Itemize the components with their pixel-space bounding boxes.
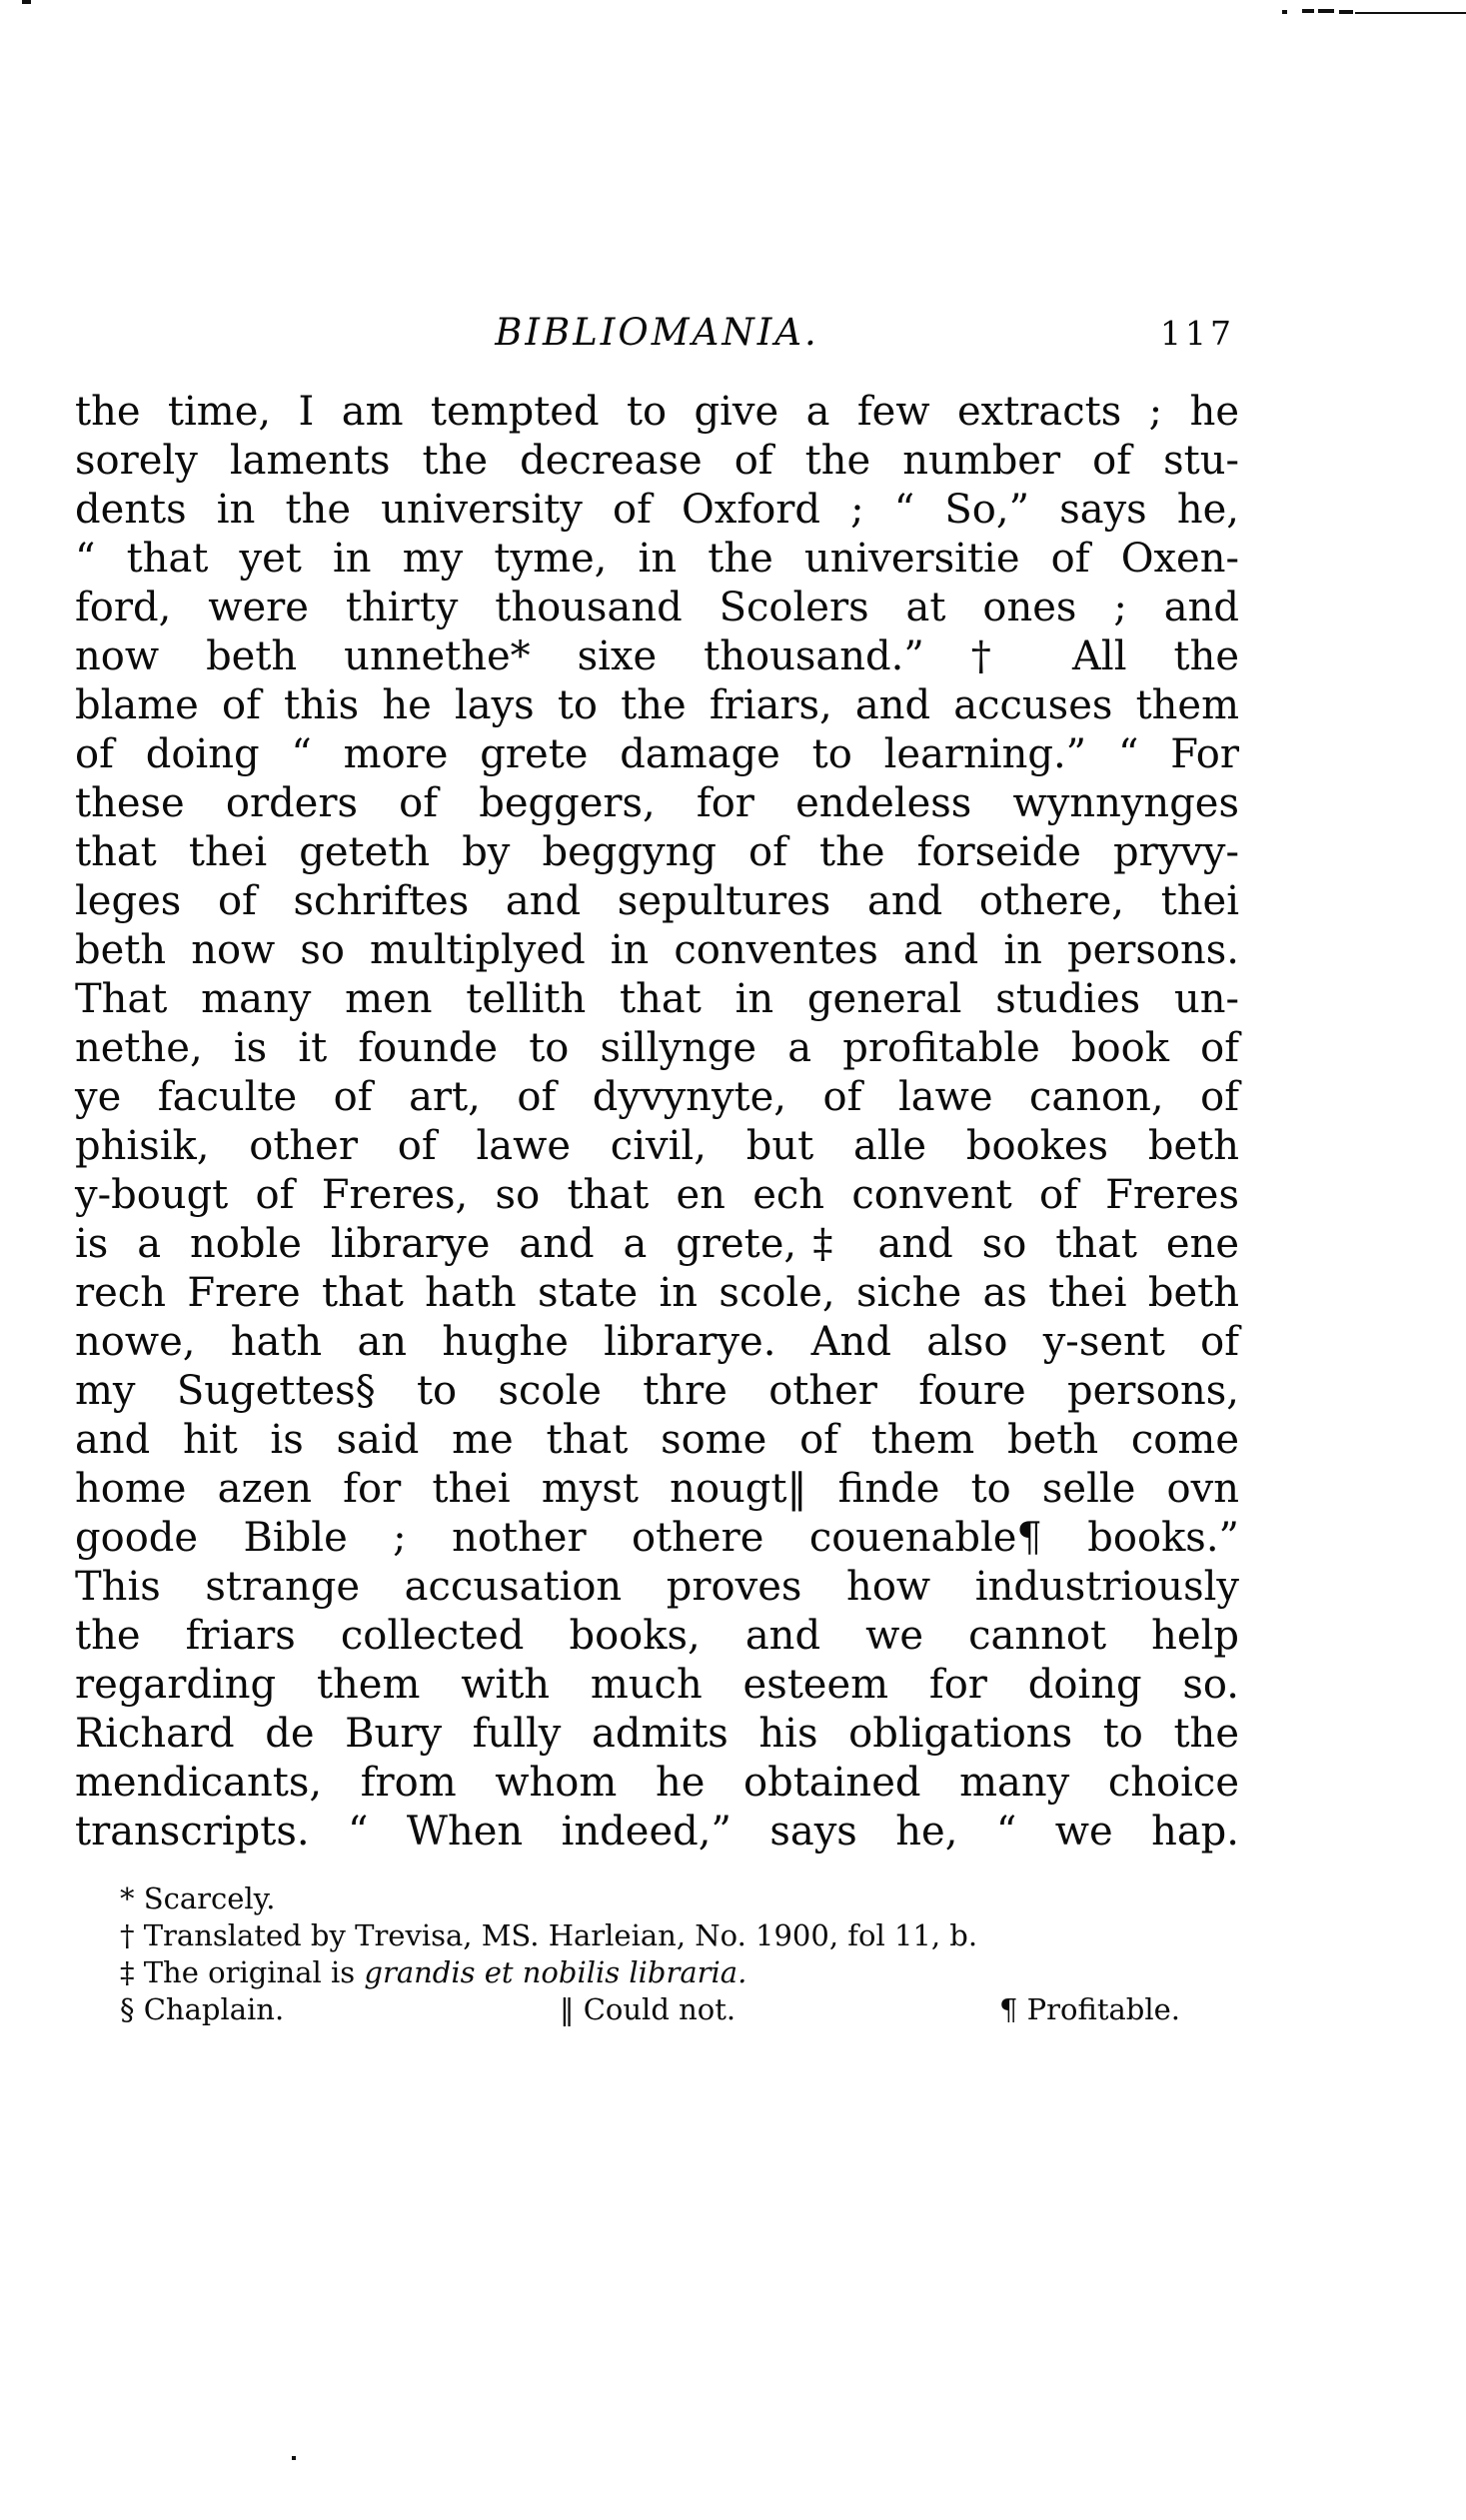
text-line: § Chaplain. bbox=[120, 1992, 285, 2026]
text-line: home azen for thei myst nougt‖ finde to selle ovn bbox=[75, 1466, 1239, 1512]
text-line: mendicants, from whom he obtained many choice bbox=[75, 1760, 1239, 1806]
text-line: the friars collected books, and we cannot help bbox=[75, 1613, 1239, 1659]
text-line: and hit is said me that some of them beth come bbox=[75, 1417, 1239, 1463]
text-line: rech Frere that hath state in scole, siche as thei beth bbox=[75, 1270, 1239, 1316]
body-paragraph bbox=[75, 388, 1239, 1857]
footnote-row bbox=[120, 1991, 1239, 2028]
scan-artifact-top-left bbox=[22, 0, 31, 4]
text-line: now beth unnethe* sixe thousand.” † All the bbox=[75, 633, 1239, 679]
text-line: of doing “ more grete damage to learning.” “ For bbox=[75, 731, 1239, 777]
footnote-trevisa: † Translated by Trevisa, MS. Harleian, No. 1900, fol 11, b. bbox=[120, 1918, 978, 1952]
scan-artifact-top-right-dash bbox=[1302, 9, 1314, 13]
text-line: blame of this he lays to the friars, and accuses them bbox=[75, 682, 1239, 728]
text-line: ¶ Profitable. bbox=[999, 1992, 1181, 2026]
text-line: dents in the university of Oxford ; “ So,” says he, bbox=[75, 487, 1239, 533]
text-line: sorely laments the decrease of the number of stu- bbox=[75, 438, 1239, 484]
text-line: is a noble librarye and a grete,‡ and so that ene bbox=[75, 1221, 1239, 1267]
text-line: regarding them with much esteem for doing so. bbox=[75, 1662, 1239, 1708]
text-line: transcripts. “ When indeed,” says he, “ we hap. bbox=[75, 1809, 1239, 1855]
page-number: 117 bbox=[1160, 314, 1235, 353]
text-line: beth now so multiplyed in conventes and in persons. bbox=[75, 927, 1239, 973]
text-column bbox=[75, 0, 1239, 2028]
text-line: That many men tellith that in general studies un- bbox=[75, 976, 1239, 1022]
text-line: phisik, other of lawe civil, but alle bookes beth bbox=[75, 1123, 1239, 1169]
text-line: nethe, is it founde to sillynge a profitable book of bbox=[75, 1025, 1239, 1071]
footnote-original-latin: grandis et nobilis libraria. bbox=[364, 1955, 747, 1989]
text-line: Richard de Bury fully admits his obligations to the bbox=[75, 1711, 1239, 1757]
text-line: my Sugettes§ to scole thre other foure persons, bbox=[75, 1368, 1239, 1414]
scan-artifact-top-right-line bbox=[1355, 12, 1466, 14]
text-line: ye faculte of art, of dyvynyte, of lawe canon, of bbox=[75, 1074, 1239, 1120]
scan-artifact-top-right-dash bbox=[1339, 10, 1353, 14]
text-line: y-bougt of Freres, so that en ech convent of Freres bbox=[75, 1172, 1239, 1218]
text-line: that thei geteth by beggyng of the forseide pryvy- bbox=[75, 829, 1239, 875]
text-line: leges of schriftes and sepultures and othere, thei bbox=[75, 878, 1239, 924]
text-line: ford, were thirty thousand Scolers at ones ; and bbox=[75, 585, 1239, 630]
text-line: This strange accusation proves how industriously bbox=[75, 1564, 1239, 1610]
scan-artifact-top-right-dash bbox=[1318, 9, 1334, 13]
footnotes-block bbox=[75, 1881, 1239, 2028]
scan-artifact-bottom-speck bbox=[292, 2456, 296, 2460]
footnote-scarcely: * Scarcely. bbox=[120, 1882, 276, 1915]
running-header bbox=[75, 310, 1239, 356]
text-line: the time, I am tempted to give a few extracts ; he bbox=[75, 389, 1239, 435]
text-line: “ that yet in my tyme, in the universitie of Oxen- bbox=[75, 536, 1239, 582]
text-line: ‖ Could not. bbox=[560, 1992, 736, 2026]
page-title: BIBLIOMANIA. bbox=[495, 311, 819, 354]
text-line: these orders of beggers, for endeless wynnynges bbox=[75, 780, 1239, 826]
footnote-original-prefix: ‡ The original is bbox=[120, 1955, 365, 1989]
scan-artifact-top-right-dot bbox=[1282, 10, 1287, 14]
footnote-original bbox=[120, 1954, 1239, 1991]
text-line: nowe, hath an hughe librarye. And also y-sent of bbox=[75, 1319, 1239, 1365]
text-line: goode Bible ; nother othere couenable¶ books.” bbox=[75, 1515, 1239, 1561]
